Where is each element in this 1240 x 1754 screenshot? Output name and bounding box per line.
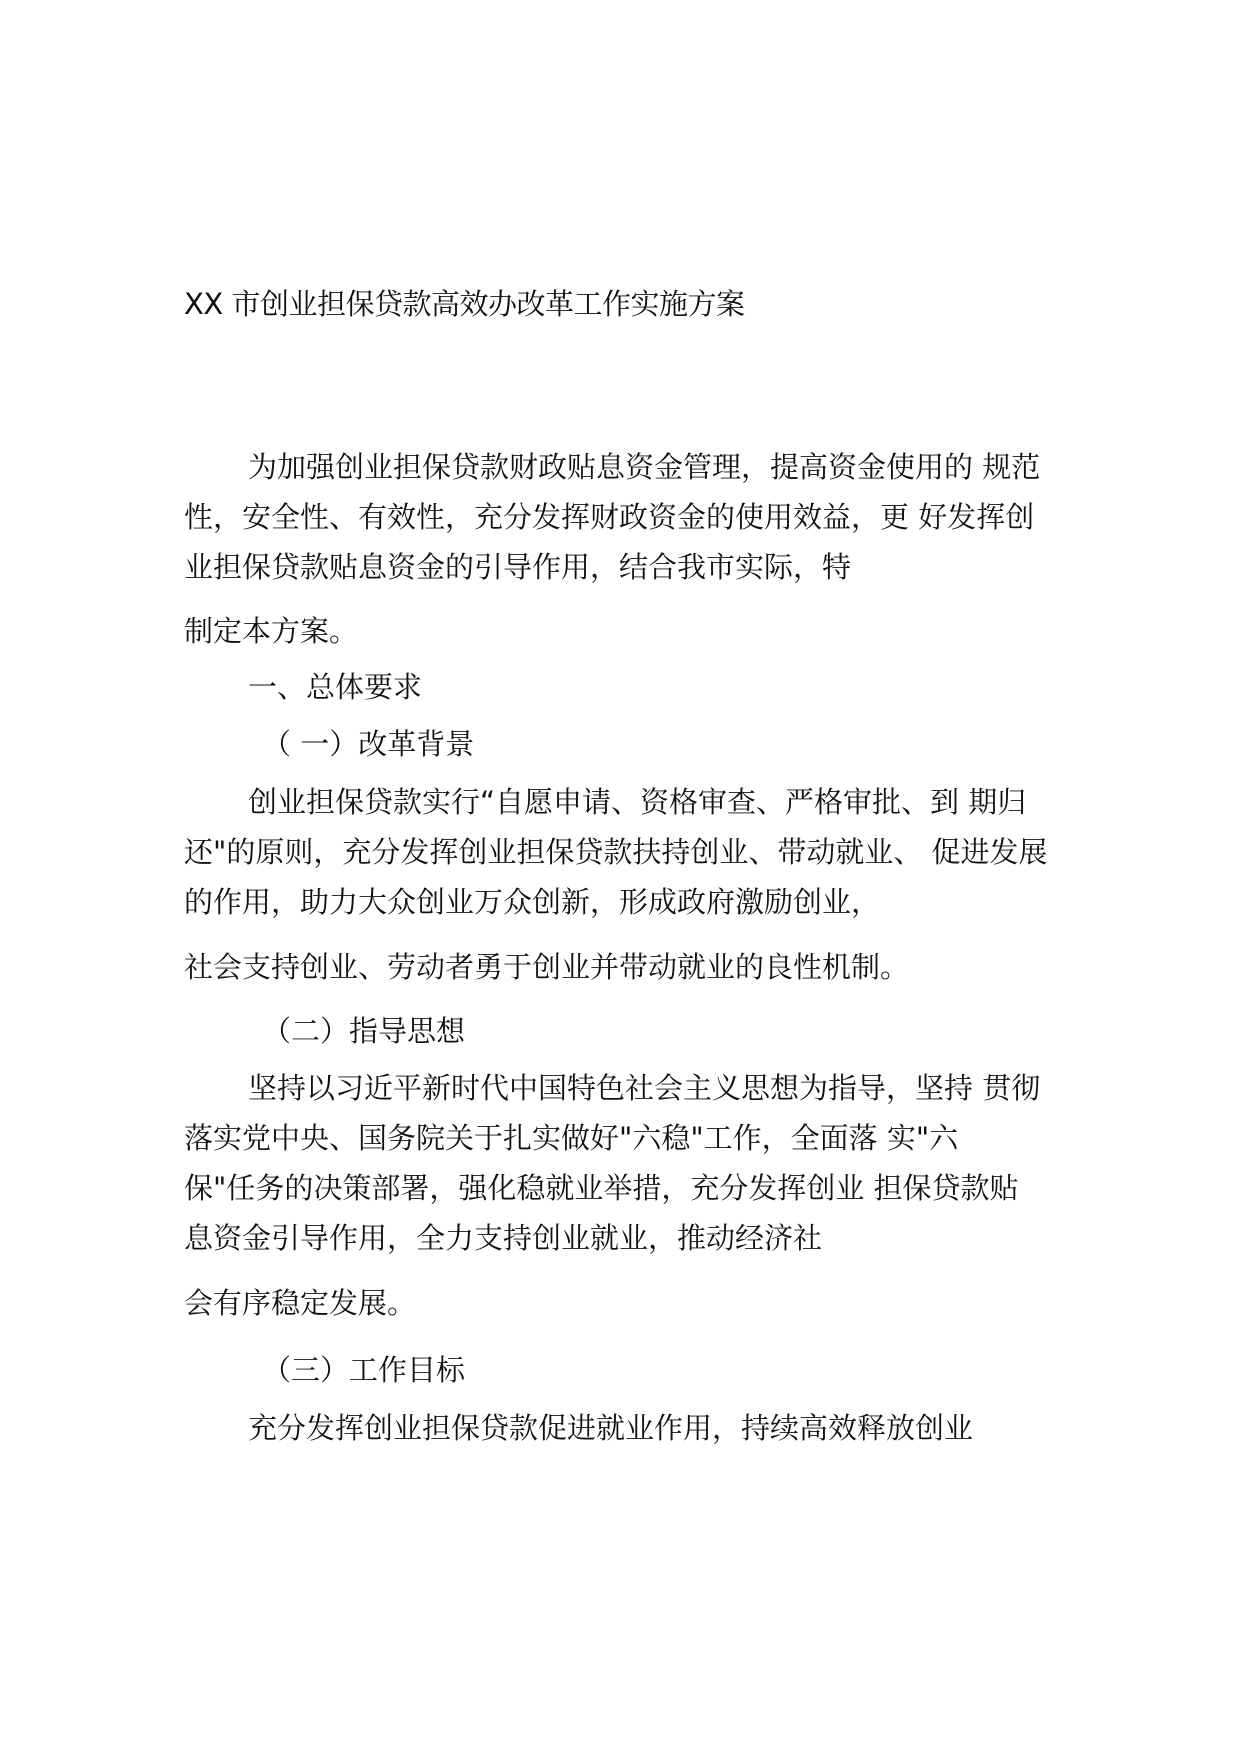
document-title: XX 市创业担保贷款高效办改革工作实施方案 (184, 287, 745, 321)
paragraph-line: 还"的原则，充分发挥创业担保贷款扶持创业、带动就业、 促进发展 (184, 835, 1048, 869)
paragraph-line: 业担保贷款贴息资金的引导作用，结合我市实际，特 (184, 550, 852, 584)
paragraph-line: 会有序稳定发展。 (184, 1286, 417, 1320)
subsection-heading: （二）指导思想 (262, 1014, 466, 1048)
paragraph-line: 社会支持创业、劳动者勇于创业并带动就业的良性机制。 (184, 950, 910, 984)
paragraph-line: 创业担保贷款实行“自愿申请、资格审查、严格审批、到 期归 (248, 785, 1027, 819)
paragraph-line: 息资金引导作用，全力支持创业就业，推动经济社 (184, 1221, 823, 1255)
section-heading: 一、总体要求 (248, 670, 423, 704)
paragraph-line: 的作用，助力大众创业万众创新，形成政府激励创业， (184, 885, 881, 919)
subsection-heading: （三）工作目标 (262, 1353, 466, 1387)
paragraph-line: 落实党中央、国务院关于扎实做好"六稳"工作，全面落 实"六 (184, 1121, 959, 1155)
paragraph-line: 性，安全性、有效性，充分发挥财政资金的使用效益，更 好发挥创 (184, 500, 1035, 534)
paragraph-line: 坚持以习近平新时代中国特色社会主义思想为指导，坚持 贯彻 (248, 1071, 1041, 1105)
paragraph-line: 制定本方案。 (184, 614, 359, 648)
paragraph-line: 充分发挥创业担保贷款促进就业作用，持续高效释放创业 (248, 1411, 974, 1445)
paragraph-line: 保"任务的决策部署，强化稳就业举措，充分发挥创业 担保贷款贴 (184, 1171, 1019, 1205)
subsection-heading: （ 一）改革背景 (262, 727, 475, 761)
paragraph-line: 为加强创业担保贷款财政贴息资金管理，提高资金使用的 规范 (248, 450, 1041, 484)
